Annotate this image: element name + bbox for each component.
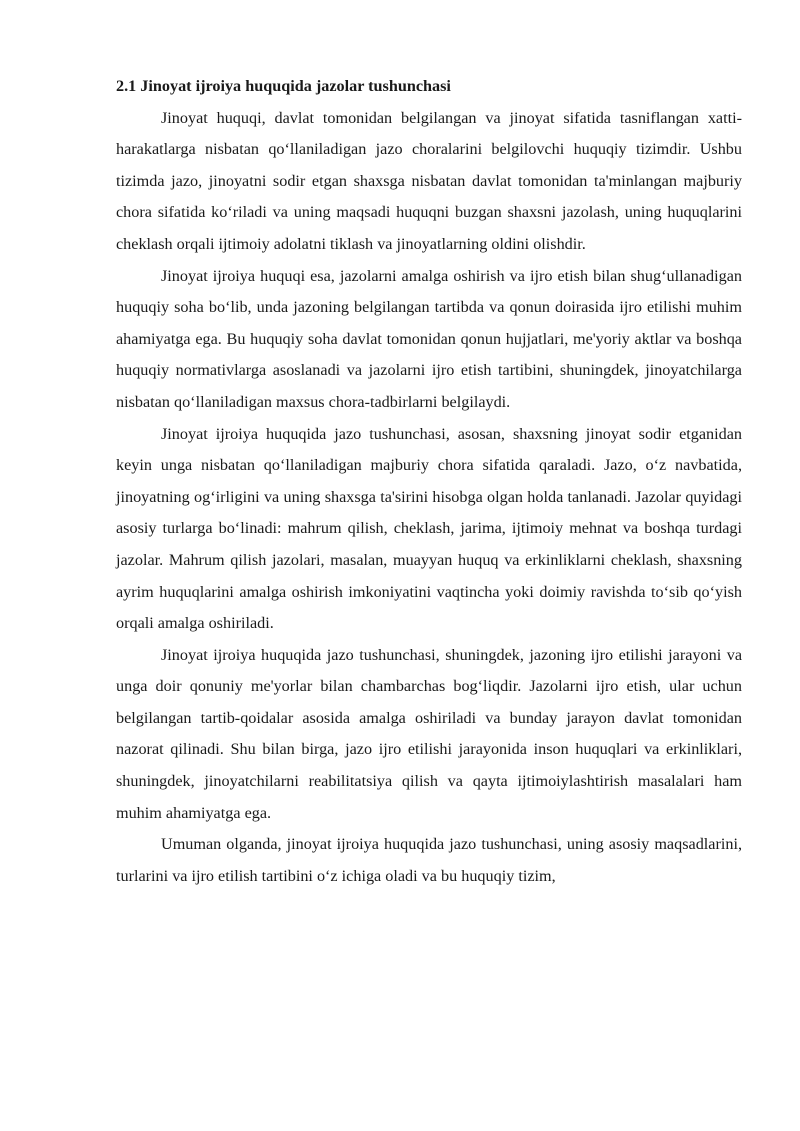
paragraph-4: Jinoyat ijroiya huquqida jazo tushunchasi, shuningdek, jazoning ijro etilishi jarayoni va unga doir qonuniy me'yorlar bilan chambarchas bog‘liqdir. Jazolarni ijro etish, ular uchun belgilangan tartib-qoidalar asosida amalga oshiriladi va bunday jarayon davlat tomonidan nazorat qilinadi. Shu bilan birga, jazo ijro etilishi jarayonida inson huquqlari va erkinliklari, shuningdek, jinoyatchilarni reabilitatsiya qilish va qayta ijtimoiylashtirish masalalari ham muhim ahamiyatga ega. xyxy=(116,645,742,822)
paragraph-1: Jinoyat huquqi, davlat tomonidan belgilangan va jinoyat sifatida tasniflangan xatti-harakatlarga nisbatan qo‘llaniladigan jazo choralarini belgilovchi huquqiy tizimdir. Ushbu tizimda jazo, jinoyatni sodir etgan shaxsga nisbatan davlat tomonidan ta'minlangan majburiy chora sifatida ko‘riladi va uning maqsadi huquqni buzgan shaxsni jazolash, uning huquqlarini cheklash orqali ijtimoiy adolatni tiklash va jinoyatlarning oldini olishdir. xyxy=(116,108,742,253)
paragraph-5: Umuman olganda, jinoyat ijroiya huquqida jazo tushunchasi, uning asosiy maqsadlarini, turlarini va ijro etilish tartibini o‘z ichiga oladi va bu huquqiy tizim, xyxy=(116,835,742,885)
page-content xyxy=(116,71,742,892)
paragraph-2: Jinoyat ijroiya huquqi esa, jazolarni amalga oshirish va ijro etish bilan shug‘ullanadigan huquqiy soha bo‘lib, unda jazoning belgilangan tartibda va qonun doirasida ijro etilishi muhim ahamiyatga ega. Bu huquqiy soha davlat tomonidan qonun hujjatlari, me'yoriy aktlar va boshqa huquqiy normativlarga asoslanadi va jazolarni ijro etish tartibini, shuningdek, jinoyatchilarga nisbatan qo‘llaniladigan maxsus chora-tadbirlarni belgilaydi. xyxy=(116,266,742,411)
section-heading: 2.1 Jinoyat ijroiya huquqida jazolar tushunchasi xyxy=(116,77,451,95)
paragraph-3: Jinoyat ijroiya huquqida jazo tushunchasi, asosan, shaxsning jinoyat sodir etganidan keyin unga nisbatan qo‘llaniladigan majburiy chora sifatida qaraladi. Jazo, o‘z navbatida, jinoyatning og‘irligini va uning shaxsga ta'sirini hisobga olgan holda tanlanadi. Jazolar quyidagi asosiy turlarga bo‘linadi: mahrum qilish, cheklash, jarima, ijtimoiy mehnat va boshqa turdagi jazolar. Mahrum qilish jazolari, masalan, muayyan huquq va erkinliklarni cheklash, shaxsning ayrim huquqlarini amalga oshirish imkoniyatini vaqtincha yoki doimiy ravishda to‘sib qo‘yish orqali amalga oshiriladi. xyxy=(116,424,742,633)
